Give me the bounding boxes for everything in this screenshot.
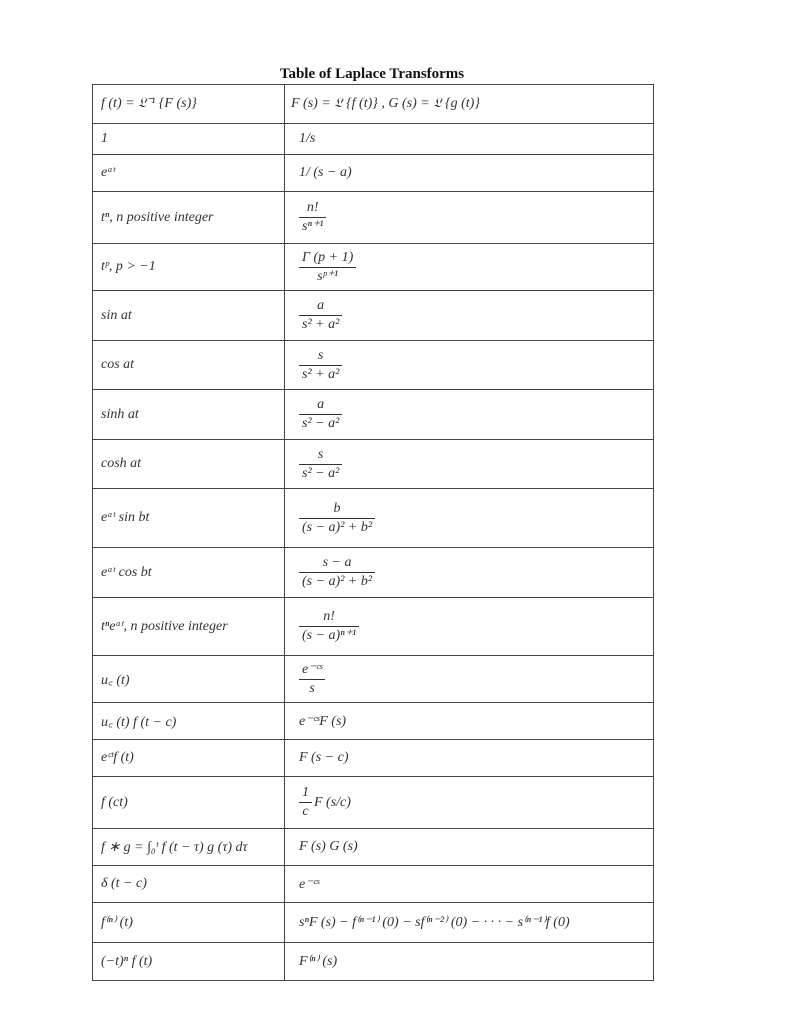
transform-cell — [285, 155, 654, 192]
transform-cell — [285, 598, 654, 656]
fraction-numerator: s — [317, 347, 324, 363]
function-cell — [93, 390, 285, 440]
function-expression: sinh at — [101, 406, 139, 422]
transform-expression: 1/ (s − a) — [299, 165, 352, 180]
fraction-numerator: s − a — [322, 555, 352, 570]
table-row — [93, 943, 654, 981]
transform-fraction — [299, 298, 342, 333]
fraction-numerator: Γ (p + 1) — [302, 249, 354, 265]
fraction-denominator: sⁿ⁺¹ — [302, 219, 324, 234]
function-expression: tᵖ, p > −1 — [101, 259, 156, 274]
transform-fraction — [299, 785, 312, 820]
fraction-bar — [299, 315, 342, 316]
function-expression: f⁽ⁿ⁾ (t) — [101, 915, 133, 930]
fraction-bar — [299, 464, 342, 465]
table-row — [93, 740, 654, 777]
transform-cell — [285, 341, 654, 390]
table-header-row — [93, 85, 654, 124]
function-expression: eᵃᵗ sin bt — [101, 510, 150, 525]
function-cell — [93, 829, 285, 866]
function-cell — [93, 656, 285, 703]
function-cell — [93, 244, 285, 291]
table-row — [93, 390, 654, 440]
function-cell — [93, 740, 285, 777]
page-title: Table of Laplace Transforms — [279, 66, 465, 82]
transform-fraction — [299, 200, 326, 235]
fraction-numerator: a — [317, 298, 325, 313]
transform-tail: F (s/c) — [314, 794, 351, 810]
transform-expression: 1/s — [299, 131, 316, 146]
function-cell — [93, 777, 285, 829]
function-cell — [93, 124, 285, 155]
fraction-bar — [299, 572, 375, 573]
table-row — [93, 656, 654, 703]
transform-cell — [285, 244, 654, 291]
transform-cell — [285, 548, 654, 598]
function-cell — [93, 155, 285, 192]
fraction-denominator: s — [309, 680, 315, 696]
transform-cell — [285, 124, 654, 155]
fraction-bar — [299, 217, 326, 218]
table-row — [93, 598, 654, 656]
transform-cell — [285, 943, 654, 981]
function-expression: cosh at — [101, 456, 142, 471]
function-expression: u꜀ (t) f (t − c) — [101, 714, 177, 730]
transform-cell — [285, 440, 654, 489]
header-right: F (s) = 𝔏 {f (t)} , G (s) = 𝔏 {g (t)} — [285, 85, 654, 124]
transform-cell — [285, 390, 654, 440]
function-expression: sin at — [101, 307, 132, 323]
table-row — [93, 829, 654, 866]
fraction-denominator: s² + a² — [302, 366, 340, 382]
function-cell — [93, 440, 285, 489]
fraction-bar — [299, 626, 359, 627]
fraction-denominator: s² − a² — [302, 465, 340, 481]
transform-fraction — [299, 555, 375, 590]
transform-expression: F⁽ⁿ⁾ (s) — [299, 954, 338, 969]
function-cell — [93, 598, 285, 656]
fraction-denominator: (s − a)² + b² — [302, 519, 373, 535]
table-row — [93, 548, 654, 598]
fraction-denominator: s² + a² — [302, 317, 340, 332]
fraction-numerator: a — [317, 397, 325, 412]
transform-cell — [285, 777, 654, 829]
transform-fraction — [299, 447, 342, 482]
fraction-numerator: n! — [306, 200, 319, 215]
transform-fraction — [299, 501, 375, 536]
function-expression: f (ct) — [101, 794, 128, 810]
function-cell — [93, 291, 285, 341]
transform-cell — [285, 489, 654, 548]
function-cell — [93, 548, 285, 598]
transform-cell — [285, 656, 654, 703]
table-row — [93, 192, 654, 244]
table-row — [93, 903, 654, 943]
function-cell — [93, 903, 285, 943]
fraction-bar — [299, 365, 342, 366]
fraction-numerator: s — [317, 446, 324, 462]
fraction-denominator: c — [302, 804, 309, 819]
table-row — [93, 489, 654, 548]
function-cell — [93, 192, 285, 244]
transform-cell — [285, 866, 654, 903]
function-cell — [93, 703, 285, 740]
fraction-numerator: e⁻ᶜˢ — [302, 661, 323, 677]
transform-expression: e⁻ᶜˢ — [299, 876, 320, 892]
transform-fraction — [299, 250, 356, 285]
laplace-table — [92, 84, 654, 981]
transform-cell — [285, 192, 654, 244]
table-row — [93, 244, 654, 291]
transform-expression: F (s − c) — [299, 750, 349, 765]
table-row — [93, 291, 654, 341]
fraction-numerator: b — [333, 500, 341, 516]
function-expression: u꜀ (t) — [101, 672, 130, 688]
fraction-denominator: sᵖ⁺¹ — [317, 268, 339, 284]
transform-expression: F (s) G (s) — [299, 839, 358, 854]
function-cell — [93, 866, 285, 903]
fraction-denominator: (s − a)ⁿ⁺¹ — [302, 628, 357, 643]
function-expression: eᵃᵗ cos bt — [101, 564, 152, 580]
transform-cell — [285, 740, 654, 777]
fraction-denominator: (s − a)² + b² — [302, 574, 373, 589]
table-row — [93, 777, 654, 829]
function-cell — [93, 943, 285, 981]
transform-fraction — [299, 397, 342, 432]
fraction-numerator: n! — [323, 609, 335, 624]
function-expression: tⁿeᵃᵗ, n positive integer — [101, 618, 228, 634]
table-row — [93, 155, 654, 192]
function-expression: cos at — [101, 357, 135, 372]
function-expression: 1 — [101, 131, 108, 146]
function-expression: (−t)ⁿ f (t) — [101, 953, 153, 969]
function-expression: f ∗ g = ∫₀ᵗ f (t − τ) g (τ) dτ — [101, 839, 248, 855]
transform-cell — [285, 829, 654, 866]
function-expression: eᵃᵗ — [101, 165, 116, 180]
function-expression: tⁿ, n positive integer — [101, 209, 214, 225]
function-expression: eᶜᵗf (t) — [101, 750, 134, 765]
function-expression: δ (t − c) — [101, 876, 147, 891]
transform-fraction — [299, 662, 325, 697]
transform-cell — [285, 291, 654, 341]
function-cell — [93, 489, 285, 548]
transform-expression: sⁿF (s) − f⁽ⁿ⁻¹⁾ (0) − sf⁽ⁿ⁻²⁾ (0) − · · · − s⁽ⁿ⁻¹⁾f (0) — [299, 915, 570, 930]
fraction-bar — [299, 802, 312, 803]
transform-cell — [285, 703, 654, 740]
transform-cell — [285, 903, 654, 943]
header-left: f (t) = 𝔏⁻¹ {F (s)} — [93, 85, 285, 124]
transform-fraction — [299, 609, 359, 644]
fraction-bar — [299, 518, 375, 519]
fraction-bar — [299, 414, 342, 415]
table-row — [93, 866, 654, 903]
function-cell — [93, 341, 285, 390]
fraction-bar — [299, 679, 325, 680]
table-row — [93, 341, 654, 390]
table-row — [93, 440, 654, 489]
fraction-denominator: s² − a² — [302, 416, 340, 431]
table-row — [93, 703, 654, 740]
transform-fraction — [299, 348, 342, 383]
table-row — [93, 124, 654, 155]
fraction-numerator: 1 — [302, 785, 309, 800]
transform-expression: e⁻ᶜˢF (s) — [299, 713, 347, 729]
fraction-bar — [299, 267, 356, 268]
